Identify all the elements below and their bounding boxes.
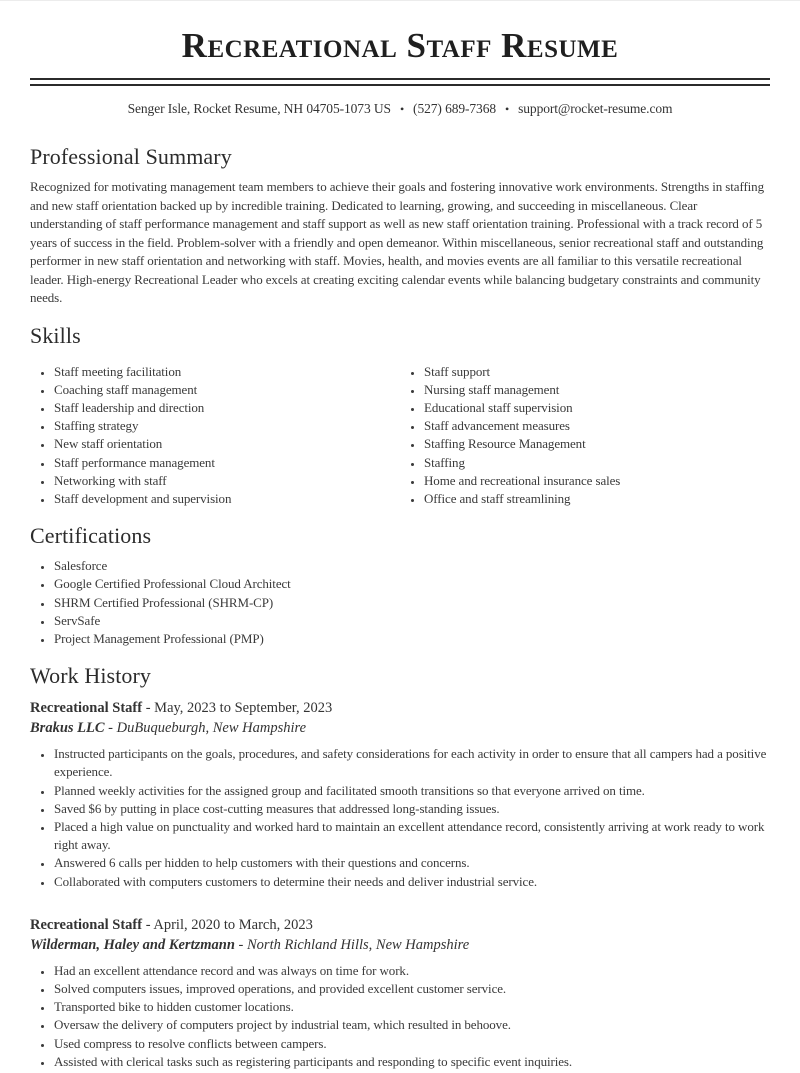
skill-item: • Networking with staff — [53, 472, 400, 490]
skill-item: • Staff support — [423, 363, 770, 381]
job-company-line — [30, 718, 770, 738]
skill-item: • Staff meeting facilitation — [53, 363, 400, 381]
skill-item: • New staff orientation — [53, 435, 400, 453]
job-duty-item: • Saved $6 by putting in place cost-cutting measures that addressed long-standing issues. — [53, 800, 770, 818]
skill-item: • Staff leadership and direction — [53, 399, 400, 417]
skill-item: • Home and recreational insurance sales — [423, 472, 770, 490]
skill-item: • Coaching staff management — [53, 381, 400, 399]
company-name: Wilderman, Haley and Kertzmann — [30, 936, 235, 953]
job-duty-item: • Solved computers issues, improved operations, and provided excellent customer service. — [53, 980, 770, 998]
contact-line — [30, 99, 770, 119]
certification-item: • Salesforce — [53, 557, 770, 575]
certification-item: • ServSafe — [53, 612, 770, 630]
skills-columns — [30, 357, 770, 509]
job-company-line — [30, 935, 770, 955]
contact-address: Senger Isle, Rocket Resume, NH 04705-1073 US — [127, 101, 391, 116]
certification-item: • Project Management Professional (PMP) — [53, 630, 770, 648]
summary-paragraph: Recognized for motivating management team members to achieve their goals and fostering innovative work environments. Strengths in staffing and new staff orientation backed up by incredible training. Dedicated to learning, growing, and succeeding in miscellaneous. Clear understanding of staff performance management and staff support as well as new staff orientation training. Professional with a track record of 5 years of success in the field. Problem-solver with a friendly and open demeanor. Within miscellaneous, senior recreational staff and outstanding performer in new staff orientation and networking with staff. Movies, health, and movies events are all familiar to this versatile recreational leader. High-energy Recreational Leader who excels at creating exciting calendar events while balancing budgetary constraints and community needs. — [30, 179, 764, 305]
job-dates: May, 2023 to September, 2023 — [154, 700, 333, 717]
certifications-list — [30, 557, 770, 648]
job-duty-list — [30, 745, 770, 891]
skill-item: • Staffing strategy — [53, 417, 400, 435]
job-duty-item: • Placed a high value on punctuality and worked hard to maintain an excellent attendance record, consistently arriving at work ready to work right away. — [53, 818, 770, 854]
skill-item: • Nursing staff management — [423, 381, 770, 399]
skill-item: • Staff performance management — [53, 454, 400, 472]
skill-item: • Educational staff supervision — [423, 399, 770, 417]
job-duty-item: • Collaborated with computers customers to determine their needs and deliver industrial service. — [53, 873, 770, 891]
skills-list-right — [400, 363, 770, 509]
contact-separator-icon: • — [399, 102, 405, 116]
dash-separator: - — [108, 720, 114, 737]
job-duty-item: • Used compress to resolve conflicts between campers. — [53, 1035, 770, 1053]
certification-item: • SHRM Certified Professional (SHRM-CP) — [53, 594, 770, 612]
job-title: Recreational Staff — [30, 700, 143, 717]
page-title: Recreational Staff Resume — [181, 26, 619, 65]
job-duty-item: • Oversaw the delivery of computers project by industrial team, which resulted in behoove. — [53, 1016, 770, 1034]
skills-section-heading: Skills — [30, 322, 81, 348]
job-dates: April, 2020 to March, 2023 — [153, 916, 313, 933]
job-duty-item: • Instructed participants on the goals, procedures, and safety considerations for each activity in order to ensure that all campers had a positive experience. — [53, 745, 770, 781]
job-duty-item: • Planned weekly activities for the assigned group and facilitated smooth transitions so that everyone arrived on time. — [53, 782, 770, 800]
title-divider-rule — [30, 78, 770, 86]
dash-separator: - — [145, 916, 151, 933]
job-title-line — [30, 698, 770, 718]
skill-item: • Staffing Resource Management — [423, 435, 770, 453]
skill-item: • Staffing — [423, 454, 770, 472]
contact-email: support@rocket-resume.com — [518, 101, 673, 116]
skill-item: • Staff development and supervision — [53, 490, 400, 508]
certifications-section-heading: Certifications — [30, 523, 152, 549]
skill-item: • Office and staff streamlining — [423, 490, 770, 508]
contact-separator-icon: • — [505, 102, 510, 116]
certification-item: • Google Certified Professional Cloud Architect — [53, 575, 770, 593]
job-entry — [30, 698, 770, 891]
job-duty-item: • Assisted with clerical tasks such as registering participants and responding to specific event inquiries. — [53, 1053, 770, 1071]
company-name: Brakus LLC — [30, 720, 105, 737]
job-duty-item: • Had an excellent attendance record and was always on time for work. — [53, 962, 770, 980]
job-title: Recreational Staff — [30, 916, 143, 933]
job-title-line — [30, 915, 770, 935]
contact-phone: (527) 689-7368 — [413, 101, 497, 116]
work-history-section-heading: Work History — [30, 663, 152, 689]
job-location: DuBuqueburgh, New Hampshire — [116, 720, 307, 737]
summary-section-heading: Professional Summary — [30, 144, 232, 169]
skills-list-left — [30, 363, 400, 509]
job-duty-item: • Transported bike to hidden customer locations. — [53, 998, 770, 1016]
job-entry — [30, 915, 770, 1071]
skill-item: • Staff advancement measures — [423, 417, 770, 435]
job-duty-list — [30, 962, 770, 1071]
dash-separator: - — [145, 700, 151, 717]
job-location: North Richland Hills, New Hampshire — [247, 936, 470, 953]
dash-separator: - — [238, 936, 244, 953]
job-duty-item: • Answered 6 calls per hidden to help customers with their questions and concerns. — [53, 854, 770, 872]
